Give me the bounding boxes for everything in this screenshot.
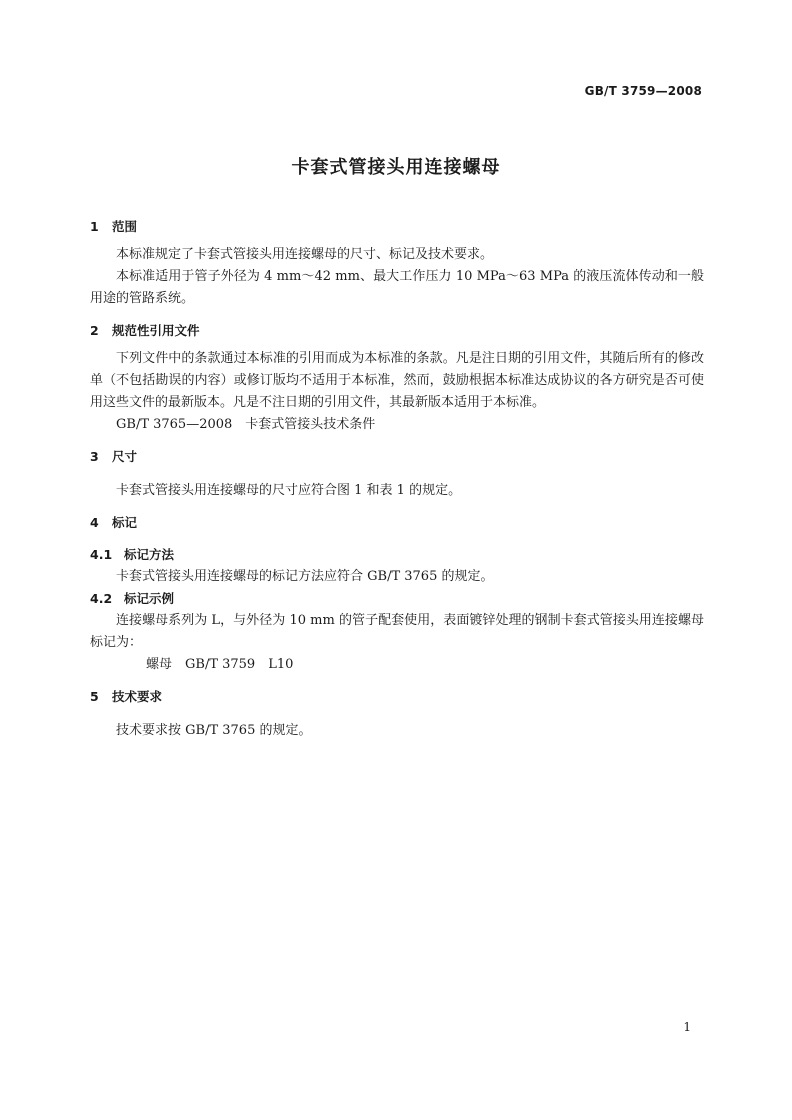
dimensions-paragraph: 卡套式管接头用连接螺母的尺寸应符合图 1 和表 1 的规定。: [116, 483, 462, 498]
section-5-heading: [90, 686, 704, 708]
subsection-4-1-heading: [90, 544, 704, 566]
marking-example: 螺母 GB/T 3759 L10: [146, 657, 294, 672]
section-2-heading: [90, 320, 704, 342]
document-body: [90, 216, 704, 742]
subsection-number: 4.2: [90, 591, 113, 606]
section-title: 规范性引用文件: [112, 323, 200, 338]
subsection-number: 4.1: [90, 547, 113, 562]
scope-paragraph-1: 本标准规定了卡套式管接头用连接螺母的尺寸、标记及技术要求。: [116, 247, 494, 262]
document-title: 卡套式管接头用连接螺母: [291, 157, 501, 178]
section-number: 2: [90, 323, 99, 338]
subsection-4-2-heading: [90, 588, 704, 610]
section-title: 范围: [112, 219, 138, 234]
subsection-title: 标记示例: [124, 591, 175, 606]
page-number: 1: [683, 1020, 691, 1034]
technical-requirements-paragraph: 技术要求按 GB/T 3765 的规定。: [116, 723, 312, 738]
marking-example-paragraph: 连接螺母系列为 L，与外径为 10 mm 的管子配套使用，表面镀锌处理的钢制卡套式管接头用连接螺母标记为：: [90, 613, 704, 650]
section-1-heading: [90, 216, 704, 238]
scope-paragraph-2: 本标准适用于管子外径为 4 mm～42 mm、最大工作压力 10 MPa～63 MPa 的液压流体传动和一般用途的管路系统。: [90, 269, 704, 306]
section-title: 技术要求: [112, 689, 163, 704]
reference-entry: GB/T 3765—2008 卡套式管接头技术条件: [116, 417, 376, 432]
section-number: 1: [90, 219, 99, 234]
normative-references-paragraph: 下列文件中的条款通过本标准的引用而成为本标准的条款。凡是注日期的引用文件，其随后所有的修改单（不包括勘误的内容）或修订版均不适用于本标准，然而，鼓励根据本标准达成协议的各方研究是否可使用这些文件的最新版本。凡是不注日期的引用文件，其最新版本适用于本标准。: [90, 351, 704, 410]
subsection-title: 标记方法: [124, 547, 175, 562]
section-number: 4: [90, 515, 99, 530]
section-title: 尺寸: [112, 449, 138, 464]
section-3-heading: [90, 446, 704, 468]
marking-method-paragraph: 卡套式管接头用连接螺母的标记方法应符合 GB/T 3765 的规定。: [116, 569, 494, 584]
standard-code: GB/T 3759—2008: [584, 84, 702, 98]
section-4-heading: [90, 512, 704, 534]
section-number: 3: [90, 449, 99, 464]
section-title: 标记: [112, 515, 138, 530]
section-number: 5: [90, 689, 99, 704]
